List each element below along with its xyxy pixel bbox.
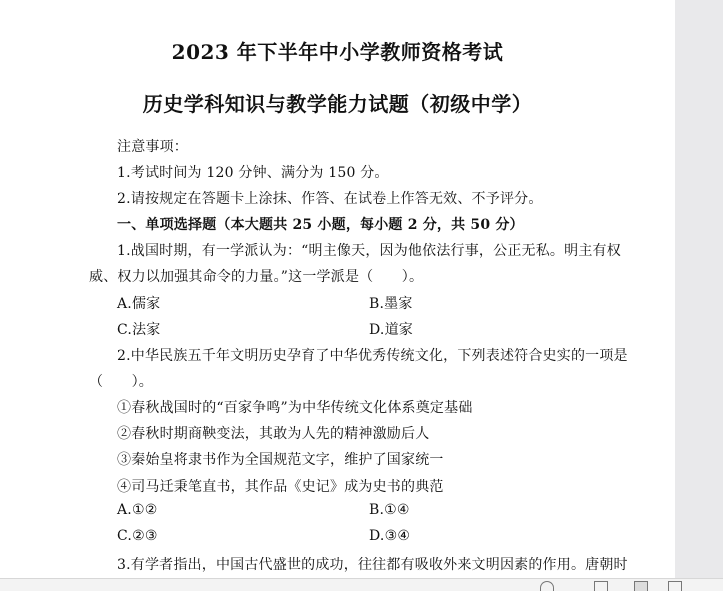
exam-subtitle: 历史学科知识与教学能力试题（初级中学） bbox=[142, 92, 533, 116]
question-1-option-a: A.儒家 bbox=[117, 296, 161, 312]
notice-item-2: 2.请按规定在答题卡上涂抹、作答、在试卷上作答无效、不予评分。 bbox=[117, 191, 543, 207]
status-bar bbox=[0, 578, 723, 591]
question-2-option-a: A.①② bbox=[117, 502, 158, 518]
notice-heading: 注意事项： bbox=[117, 139, 188, 155]
viewer-gutter bbox=[675, 0, 723, 578]
question-2-option-c: C.②③ bbox=[117, 528, 158, 544]
question-2-option-b: B.①④ bbox=[369, 502, 410, 518]
exam-title: 2023 年下半年中小学教师资格考试 bbox=[171, 40, 504, 64]
question-1-option-d: D.道家 bbox=[369, 322, 413, 338]
question-2-stem: 2.中华民族五千年文明历史孕育了中华优秀传统文化，下列表述符合史实的一项是 bbox=[117, 348, 628, 364]
question-2-item-4: ④司马迁秉笔直书，其作品《史记》成为史书的典范 bbox=[117, 479, 444, 495]
question-2-item-3: ③秦始皇将隶书作为全国规范文字，维护了国家统一 bbox=[117, 452, 444, 468]
question-2-option-d: D.③④ bbox=[369, 528, 411, 544]
question-2-item-2: ②春秋时期商鞅变法，其敢为人先的精神激励后人 bbox=[117, 426, 430, 442]
question-1-stem-cont: 威、权力以加强其命令的力量。”这一学派是（ ）。 bbox=[89, 269, 424, 285]
section-heading: 一、单项选择题（本大题共 25 小题，每小题 2 分，共 50 分） bbox=[117, 217, 524, 233]
question-1-option-b: B.墨家 bbox=[369, 296, 413, 312]
question-2-stem-cont: （ ）。 bbox=[89, 374, 153, 390]
notice-item-1: 1.考试时间为 120 分钟、满分为 150 分。 bbox=[117, 165, 389, 181]
question-2-item-1: ①春秋战国时的“百家争鸣”为中华传统文化体系奠定基础 bbox=[117, 400, 473, 416]
question-1-option-c: C.法家 bbox=[117, 322, 161, 338]
question-3-stem: 3.有学者指出，中国古代盛世的成功，往往都有吸收外来文明因素的作用。唐朝时 bbox=[117, 557, 628, 573]
question-1-stem: 1.战国时期，有一学派认为：“明主像天，因为他依法行事，公正无私。明主有权 bbox=[117, 243, 621, 259]
